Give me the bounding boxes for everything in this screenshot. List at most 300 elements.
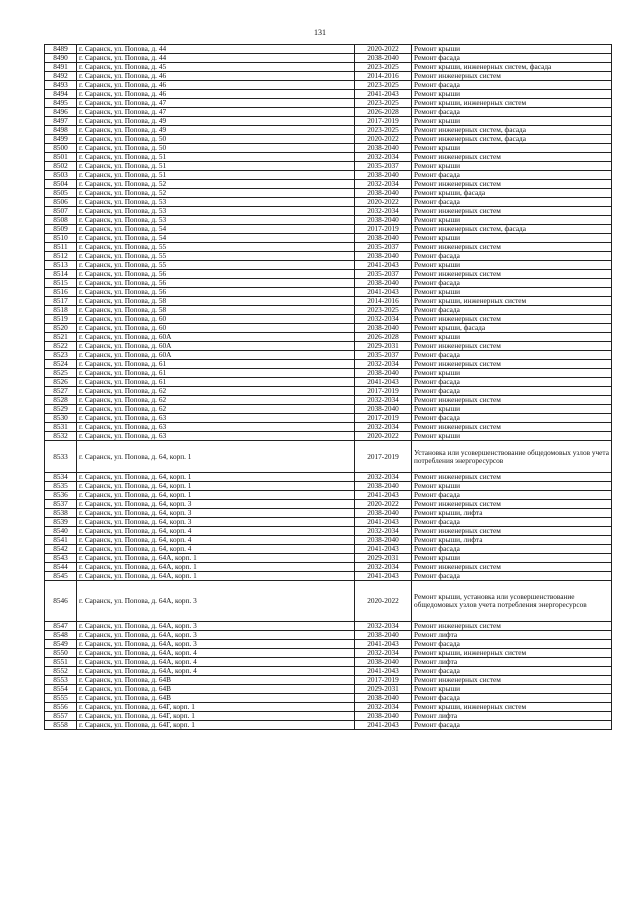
address-cell: г. Саранск, ул. Попова, д. 55 xyxy=(77,252,355,261)
period-cell: 2029-2031 xyxy=(355,554,412,563)
work-type-cell: Ремонт фасада xyxy=(412,108,612,117)
work-type-cell: Ремонт инженерных систем xyxy=(412,527,612,536)
work-type-cell: Ремонт крыши, установка или усовершенствование общедомовых узлов учета потребления энергоресурсов xyxy=(412,581,612,622)
period-cell: 2041-2043 xyxy=(355,721,412,730)
table-row xyxy=(45,234,612,243)
table-row xyxy=(45,500,612,509)
repair-schedule-table xyxy=(44,44,612,730)
period-cell: 2023-2025 xyxy=(355,306,412,315)
table-row xyxy=(45,378,612,387)
work-type-cell: Ремонт инженерных систем, фасада xyxy=(412,135,612,144)
period-cell: 2041-2043 xyxy=(355,667,412,676)
row-number-cell: 8524 xyxy=(45,360,77,369)
period-cell: 2032-2034 xyxy=(355,180,412,189)
address-cell: г. Саранск, ул. Попова, д. 56 xyxy=(77,279,355,288)
table-row xyxy=(45,423,612,432)
row-number-cell: 8519 xyxy=(45,315,77,324)
address-cell: г. Саранск, ул. Попова, д. 64А, корп. 4 xyxy=(77,649,355,658)
table-row xyxy=(45,90,612,99)
address-cell: г. Саранск, ул. Попова, д. 64, корп. 4 xyxy=(77,527,355,536)
table-row xyxy=(45,135,612,144)
work-type-cell: Ремонт фасада xyxy=(412,378,612,387)
work-type-cell: Ремонт крыши, фасада xyxy=(412,324,612,333)
address-cell: г. Саранск, ул. Попова, д. 54 xyxy=(77,234,355,243)
address-cell: г. Саранск, ул. Попова, д. 64, корп. 4 xyxy=(77,536,355,545)
row-number-cell: 8514 xyxy=(45,270,77,279)
row-number-cell: 8500 xyxy=(45,144,77,153)
work-type-cell: Ремонт инженерных систем xyxy=(412,72,612,81)
period-cell: 2014-2016 xyxy=(355,72,412,81)
work-type-cell: Ремонт крыши, инженерных систем xyxy=(412,297,612,306)
table-row xyxy=(45,482,612,491)
row-number-cell: 8553 xyxy=(45,676,77,685)
period-cell: 2035-2037 xyxy=(355,162,412,171)
row-number-cell: 8532 xyxy=(45,432,77,441)
row-number-cell: 8513 xyxy=(45,261,77,270)
address-cell: г. Саранск, ул. Попова, д. 64Г, корп. 1 xyxy=(77,721,355,730)
table-row xyxy=(45,360,612,369)
work-type-cell: Ремонт фасада xyxy=(412,54,612,63)
period-cell: 2032-2034 xyxy=(355,360,412,369)
period-cell: 2038-2040 xyxy=(355,694,412,703)
address-cell: г. Саранск, ул. Попова, д. 64, корп. 1 xyxy=(77,473,355,482)
period-cell: 2038-2040 xyxy=(355,144,412,153)
address-cell: г. Саранск, ул. Попова, д. 64, корп. 1 xyxy=(77,441,355,473)
row-number-cell: 8556 xyxy=(45,703,77,712)
period-cell: 2041-2043 xyxy=(355,90,412,99)
address-cell: г. Саранск, ул. Попова, д. 51 xyxy=(77,153,355,162)
period-cell: 2029-2031 xyxy=(355,342,412,351)
row-number-cell: 8551 xyxy=(45,658,77,667)
row-number-cell: 8540 xyxy=(45,527,77,536)
row-number-cell: 8538 xyxy=(45,509,77,518)
work-type-cell: Ремонт фасада xyxy=(412,491,612,500)
table-row xyxy=(45,270,612,279)
period-cell: 2041-2043 xyxy=(355,572,412,581)
work-type-cell: Установка или усовершенствование общедомовых узлов учета потребления энергоресурсов xyxy=(412,441,612,473)
row-number-cell: 8529 xyxy=(45,405,77,414)
address-cell: г. Саранск, ул. Попова, д. 60 xyxy=(77,324,355,333)
table-row xyxy=(45,45,612,54)
table-row xyxy=(45,81,612,90)
work-type-cell: Ремонт фасада xyxy=(412,694,612,703)
address-cell: г. Саранск, ул. Попова, д. 53 xyxy=(77,207,355,216)
period-cell: 2020-2022 xyxy=(355,45,412,54)
table-row xyxy=(45,189,612,198)
period-cell: 2041-2043 xyxy=(355,378,412,387)
address-cell: г. Саранск, ул. Попова, д. 47 xyxy=(77,108,355,117)
row-number-cell: 8545 xyxy=(45,572,77,581)
table-row xyxy=(45,117,612,126)
period-cell: 2026-2028 xyxy=(355,333,412,342)
work-type-cell: Ремонт фасада xyxy=(412,81,612,90)
address-cell: г. Саранск, ул. Попова, д. 64, корп. 3 xyxy=(77,509,355,518)
address-cell: г. Саранск, ул. Попова, д. 64Г, корп. 1 xyxy=(77,712,355,721)
row-number-cell: 8523 xyxy=(45,351,77,360)
period-cell: 2035-2037 xyxy=(355,270,412,279)
row-number-cell: 8557 xyxy=(45,712,77,721)
table-row xyxy=(45,198,612,207)
work-type-cell: Ремонт крыши, инженерных систем, фасада xyxy=(412,63,612,72)
table-row xyxy=(45,225,612,234)
row-number-cell: 8539 xyxy=(45,518,77,527)
table-row xyxy=(45,667,612,676)
address-cell: г. Саранск, ул. Попова, д. 46 xyxy=(77,72,355,81)
table-row xyxy=(45,473,612,482)
address-cell: г. Саранск, ул. Попова, д. 56 xyxy=(77,288,355,297)
row-number-cell: 8517 xyxy=(45,297,77,306)
address-cell: г. Саранск, ул. Попова, д. 49 xyxy=(77,126,355,135)
row-number-cell: 8520 xyxy=(45,324,77,333)
work-type-cell: Ремонт крыши xyxy=(412,234,612,243)
table-body xyxy=(45,45,612,730)
table-row xyxy=(45,527,612,536)
row-number-cell: 8536 xyxy=(45,491,77,500)
row-number-cell: 8550 xyxy=(45,649,77,658)
table-row xyxy=(45,216,612,225)
work-type-cell: Ремонт фасада xyxy=(412,572,612,581)
period-cell: 2038-2040 xyxy=(355,658,412,667)
address-cell: г. Саранск, ул. Попова, д. 64В xyxy=(77,694,355,703)
work-type-cell: Ремонт фасада xyxy=(412,198,612,207)
period-cell: 2017-2019 xyxy=(355,117,412,126)
work-type-cell: Ремонт крыши xyxy=(412,288,612,297)
work-type-cell: Ремонт инженерных систем xyxy=(412,207,612,216)
table-row xyxy=(45,545,612,554)
table-row xyxy=(45,536,612,545)
table-row xyxy=(45,649,612,658)
page-number: 131 xyxy=(314,28,326,37)
row-number-cell: 8554 xyxy=(45,685,77,694)
row-number-cell: 8535 xyxy=(45,482,77,491)
work-type-cell: Ремонт фасада xyxy=(412,721,612,730)
address-cell: г. Саранск, ул. Попова, д. 64А, корп. 3 xyxy=(77,581,355,622)
row-number-cell: 8533 xyxy=(45,441,77,473)
address-cell: г. Саранск, ул. Попова, д. 64А, корп. 1 xyxy=(77,572,355,581)
work-type-cell: Ремонт фасада xyxy=(412,387,612,396)
period-cell: 2023-2025 xyxy=(355,81,412,90)
address-cell: г. Саранск, ул. Попова, д. 64В xyxy=(77,676,355,685)
table-row xyxy=(45,572,612,581)
address-cell: г. Саранск, ул. Попова, д. 54 xyxy=(77,225,355,234)
period-cell: 2029-2031 xyxy=(355,685,412,694)
table-row xyxy=(45,243,612,252)
row-number-cell: 8506 xyxy=(45,198,77,207)
work-type-cell: Ремонт лифта xyxy=(412,658,612,667)
work-type-cell: Ремонт крыши xyxy=(412,261,612,270)
table-row xyxy=(45,441,612,473)
period-cell: 2032-2034 xyxy=(355,622,412,631)
address-cell: г. Саранск, ул. Попова, д. 52 xyxy=(77,189,355,198)
table-row xyxy=(45,306,612,315)
row-number-cell: 8547 xyxy=(45,622,77,631)
row-number-cell: 8521 xyxy=(45,333,77,342)
row-number-cell: 8510 xyxy=(45,234,77,243)
work-type-cell: Ремонт крыши, лифта xyxy=(412,536,612,545)
period-cell: 2041-2043 xyxy=(355,288,412,297)
table-row xyxy=(45,126,612,135)
work-type-cell: Ремонт инженерных систем xyxy=(412,423,612,432)
work-type-cell: Ремонт крыши xyxy=(412,554,612,563)
row-number-cell: 8558 xyxy=(45,721,77,730)
table-row xyxy=(45,153,612,162)
table-row xyxy=(45,387,612,396)
table-row xyxy=(45,63,612,72)
row-number-cell: 8555 xyxy=(45,694,77,703)
address-cell: г. Саранск, ул. Попова, д. 45 xyxy=(77,63,355,72)
row-number-cell: 8543 xyxy=(45,554,77,563)
work-type-cell: Ремонт крыши xyxy=(412,216,612,225)
period-cell: 2035-2037 xyxy=(355,243,412,252)
row-number-cell: 8515 xyxy=(45,279,77,288)
address-cell: г. Саранск, ул. Попова, д. 64А, корп. 3 xyxy=(77,622,355,631)
work-type-cell: Ремонт крыши xyxy=(412,45,612,54)
address-cell: г. Саранск, ул. Попова, д. 64А, корп. 4 xyxy=(77,658,355,667)
row-number-cell: 8490 xyxy=(45,54,77,63)
work-type-cell: Ремонт крыши, фасада xyxy=(412,189,612,198)
work-type-cell: Ремонт инженерных систем xyxy=(412,676,612,685)
period-cell: 2032-2034 xyxy=(355,649,412,658)
work-type-cell: Ремонт инженерных систем xyxy=(412,153,612,162)
work-type-cell: Ремонт инженерных систем xyxy=(412,270,612,279)
period-cell: 2032-2034 xyxy=(355,473,412,482)
row-number-cell: 8516 xyxy=(45,288,77,297)
work-type-cell: Ремонт лифта xyxy=(412,712,612,721)
row-number-cell: 8496 xyxy=(45,108,77,117)
row-number-cell: 8504 xyxy=(45,180,77,189)
table-row xyxy=(45,261,612,270)
address-cell: г. Саранск, ул. Попова, д. 64А, корп. 1 xyxy=(77,563,355,572)
work-type-cell: Ремонт инженерных систем, фасада xyxy=(412,126,612,135)
period-cell: 2038-2040 xyxy=(355,189,412,198)
address-cell: г. Саранск, ул. Попова, д. 50 xyxy=(77,135,355,144)
period-cell: 2032-2034 xyxy=(355,563,412,572)
period-cell: 2032-2034 xyxy=(355,527,412,536)
period-cell: 2038-2040 xyxy=(355,216,412,225)
address-cell: г. Саранск, ул. Попова, д. 50 xyxy=(77,144,355,153)
row-number-cell: 8552 xyxy=(45,667,77,676)
period-cell: 2038-2040 xyxy=(355,171,412,180)
row-number-cell: 8498 xyxy=(45,126,77,135)
work-type-cell: Ремонт инженерных систем xyxy=(412,396,612,405)
address-cell: г. Саранск, ул. Попова, д. 64А, корп. 1 xyxy=(77,554,355,563)
row-number-cell: 8493 xyxy=(45,81,77,90)
work-type-cell: Ремонт фасада xyxy=(412,640,612,649)
table-row xyxy=(45,554,612,563)
row-number-cell: 8489 xyxy=(45,45,77,54)
work-type-cell: Ремонт фасада xyxy=(412,351,612,360)
work-type-cell: Ремонт крыши xyxy=(412,333,612,342)
row-number-cell: 8503 xyxy=(45,171,77,180)
table-row xyxy=(45,369,612,378)
period-cell: 2038-2040 xyxy=(355,252,412,261)
table-row xyxy=(45,676,612,685)
period-cell: 2038-2040 xyxy=(355,509,412,518)
table-row xyxy=(45,432,612,441)
period-cell: 2038-2040 xyxy=(355,631,412,640)
table-row xyxy=(45,563,612,572)
row-number-cell: 8494 xyxy=(45,90,77,99)
address-cell: г. Саранск, ул. Попова, д. 64Г, корп. 1 xyxy=(77,703,355,712)
period-cell: 2038-2040 xyxy=(355,712,412,721)
row-number-cell: 8537 xyxy=(45,500,77,509)
period-cell: 2020-2022 xyxy=(355,581,412,622)
period-cell: 2020-2022 xyxy=(355,500,412,509)
table-row xyxy=(45,631,612,640)
table-row xyxy=(45,491,612,500)
address-cell: г. Саранск, ул. Попова, д. 64А, корп. 3 xyxy=(77,640,355,649)
row-number-cell: 8508 xyxy=(45,216,77,225)
work-type-cell: Ремонт инженерных систем xyxy=(412,180,612,189)
row-number-cell: 8531 xyxy=(45,423,77,432)
table-row xyxy=(45,518,612,527)
work-type-cell: Ремонт инженерных систем xyxy=(412,315,612,324)
work-type-cell: Ремонт инженерных систем xyxy=(412,473,612,482)
address-cell: г. Саранск, ул. Попова, д. 64В xyxy=(77,685,355,694)
work-type-cell: Ремонт инженерных систем xyxy=(412,500,612,509)
address-cell: г. Саранск, ул. Попова, д. 47 xyxy=(77,99,355,108)
row-number-cell: 8518 xyxy=(45,306,77,315)
period-cell: 2041-2043 xyxy=(355,261,412,270)
period-cell: 2023-2025 xyxy=(355,99,412,108)
period-cell: 2032-2034 xyxy=(355,703,412,712)
address-cell: г. Саранск, ул. Попова, д. 46 xyxy=(77,81,355,90)
work-type-cell: Ремонт фасада xyxy=(412,414,612,423)
work-type-cell: Ремонт крыши xyxy=(412,482,612,491)
table-row xyxy=(45,658,612,667)
period-cell: 2041-2043 xyxy=(355,518,412,527)
period-cell: 2041-2043 xyxy=(355,491,412,500)
table-row xyxy=(45,721,612,730)
address-cell: г. Саранск, ул. Попова, д. 64А, корп. 3 xyxy=(77,631,355,640)
row-number-cell: 8501 xyxy=(45,153,77,162)
address-cell: г. Саранск, ул. Попова, д. 62 xyxy=(77,396,355,405)
address-cell: г. Саранск, ул. Попова, д. 61 xyxy=(77,369,355,378)
address-cell: г. Саранск, ул. Попова, д. 64, корп. 3 xyxy=(77,500,355,509)
address-cell: г. Саранск, ул. Попова, д. 58 xyxy=(77,297,355,306)
table-row xyxy=(45,622,612,631)
work-type-cell: Ремонт крыши xyxy=(412,117,612,126)
address-cell: г. Саранск, ул. Попова, д. 49 xyxy=(77,117,355,126)
period-cell: 2041-2043 xyxy=(355,640,412,649)
address-cell: г. Саранск, ул. Попова, д. 55 xyxy=(77,261,355,270)
period-cell: 2017-2019 xyxy=(355,441,412,473)
work-type-cell: Ремонт инженерных систем, фасада xyxy=(412,225,612,234)
work-type-cell: Ремонт крыши, инженерных систем xyxy=(412,703,612,712)
work-type-cell: Ремонт фасада xyxy=(412,518,612,527)
table-row xyxy=(45,640,612,649)
row-number-cell: 8495 xyxy=(45,99,77,108)
period-cell: 2014-2016 xyxy=(355,297,412,306)
address-cell: г. Саранск, ул. Попова, д. 63 xyxy=(77,432,355,441)
work-type-cell: Ремонт фасада xyxy=(412,279,612,288)
period-cell: 2017-2019 xyxy=(355,225,412,234)
address-cell: г. Саранск, ул. Попова, д. 46 xyxy=(77,90,355,99)
work-type-cell: Ремонт крыши, лифта xyxy=(412,509,612,518)
period-cell: 2038-2040 xyxy=(355,405,412,414)
work-type-cell: Ремонт инженерных систем xyxy=(412,563,612,572)
period-cell: 2038-2040 xyxy=(355,536,412,545)
address-cell: г. Саранск, ул. Попова, д. 53 xyxy=(77,198,355,207)
address-cell: г. Саранск, ул. Попова, д. 60А xyxy=(77,351,355,360)
table-row xyxy=(45,297,612,306)
table-row xyxy=(45,144,612,153)
row-number-cell: 8505 xyxy=(45,189,77,198)
row-number-cell: 8509 xyxy=(45,225,77,234)
address-cell: г. Саранск, ул. Попова, д. 51 xyxy=(77,162,355,171)
address-cell: г. Саранск, ул. Попова, д. 56 xyxy=(77,270,355,279)
period-cell: 2041-2043 xyxy=(355,545,412,554)
address-cell: г. Саранск, ул. Попова, д. 58 xyxy=(77,306,355,315)
period-cell: 2032-2034 xyxy=(355,315,412,324)
period-cell: 2032-2034 xyxy=(355,396,412,405)
work-type-cell: Ремонт лифта xyxy=(412,631,612,640)
work-type-cell: Ремонт инженерных систем xyxy=(412,622,612,631)
table-row xyxy=(45,703,612,712)
work-type-cell: Ремонт фасада xyxy=(412,171,612,180)
row-number-cell: 8534 xyxy=(45,473,77,482)
work-type-cell: Ремонт фасада xyxy=(412,667,612,676)
work-type-cell: Ремонт фасада xyxy=(412,545,612,554)
row-number-cell: 8530 xyxy=(45,414,77,423)
period-cell: 2032-2034 xyxy=(355,207,412,216)
period-cell: 2020-2022 xyxy=(355,198,412,207)
table-row xyxy=(45,581,612,622)
table-row xyxy=(45,180,612,189)
table-row xyxy=(45,162,612,171)
period-cell: 2020-2022 xyxy=(355,135,412,144)
period-cell: 2032-2034 xyxy=(355,153,412,162)
work-type-cell: Ремонт крыши xyxy=(412,369,612,378)
row-number-cell: 8507 xyxy=(45,207,77,216)
row-number-cell: 8541 xyxy=(45,536,77,545)
row-number-cell: 8527 xyxy=(45,387,77,396)
table-row xyxy=(45,414,612,423)
table-row xyxy=(45,288,612,297)
row-number-cell: 8526 xyxy=(45,378,77,387)
period-cell: 2038-2040 xyxy=(355,482,412,491)
period-cell: 2023-2025 xyxy=(355,63,412,72)
row-number-cell: 8542 xyxy=(45,545,77,554)
address-cell: г. Саранск, ул. Попова, д. 51 xyxy=(77,171,355,180)
table-row xyxy=(45,712,612,721)
address-cell: г. Саранск, ул. Попова, д. 55 xyxy=(77,243,355,252)
work-type-cell: Ремонт фасада xyxy=(412,306,612,315)
address-cell: г. Саранск, ул. Попова, д. 60А xyxy=(77,333,355,342)
address-cell: г. Саранск, ул. Попова, д. 64, корп. 3 xyxy=(77,518,355,527)
period-cell: 2017-2019 xyxy=(355,414,412,423)
table-row xyxy=(45,279,612,288)
address-cell: г. Саранск, ул. Попова, д. 61 xyxy=(77,378,355,387)
table-row xyxy=(45,351,612,360)
work-type-cell: Ремонт инженерных систем xyxy=(412,342,612,351)
period-cell: 2032-2034 xyxy=(355,423,412,432)
table-row xyxy=(45,694,612,703)
period-cell: 2017-2019 xyxy=(355,387,412,396)
address-cell: г. Саранск, ул. Попова, д. 63 xyxy=(77,423,355,432)
table-row xyxy=(45,405,612,414)
row-number-cell: 8548 xyxy=(45,631,77,640)
work-type-cell: Ремонт крыши xyxy=(412,432,612,441)
row-number-cell: 8511 xyxy=(45,243,77,252)
work-type-cell: Ремонт крыши, инженерных систем xyxy=(412,99,612,108)
work-type-cell: Ремонт крыши xyxy=(412,405,612,414)
work-type-cell: Ремонт крыши xyxy=(412,90,612,99)
work-type-cell: Ремонт инженерных систем xyxy=(412,243,612,252)
address-cell: г. Саранск, ул. Попова, д. 63 xyxy=(77,414,355,423)
address-cell: г. Саранск, ул. Попова, д. 60 xyxy=(77,315,355,324)
row-number-cell: 8492 xyxy=(45,72,77,81)
